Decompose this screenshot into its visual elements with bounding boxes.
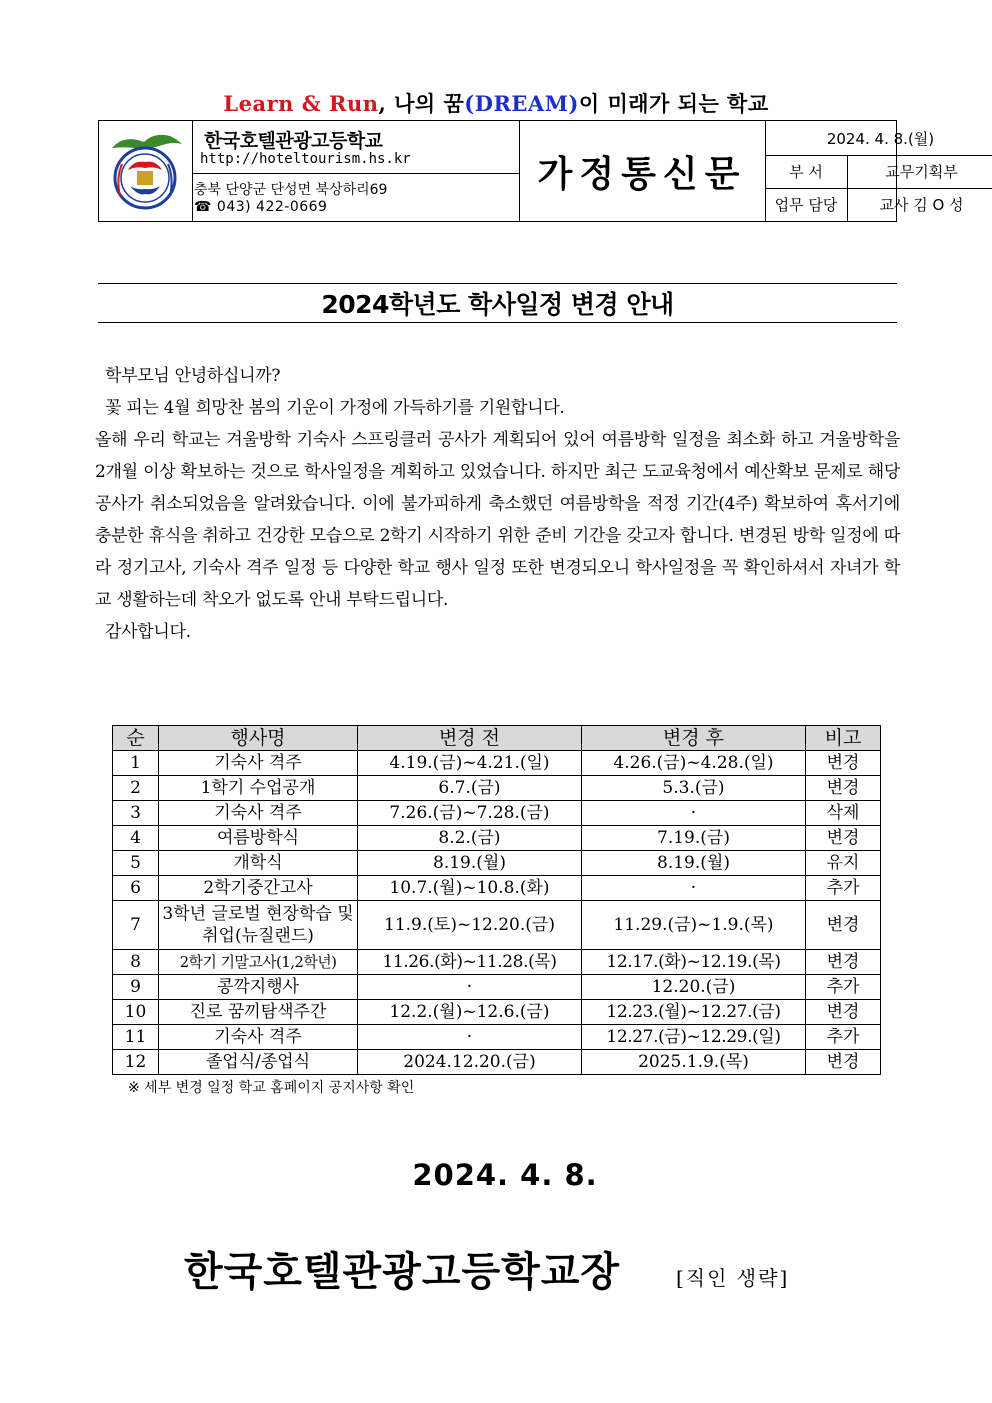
cell-note: 변경 — [806, 1000, 881, 1025]
table-header-row — [113, 726, 881, 751]
cell-before: 11.9.(토)~12.20.(금) — [358, 901, 582, 950]
cell-before: · — [358, 1025, 582, 1050]
telephone-icon: ☎ — [194, 199, 212, 215]
seal-omitted: [직인 생략] — [676, 1266, 790, 1290]
dept-value: 교무기획부 — [885, 163, 958, 181]
cell-no: 8 — [113, 950, 159, 975]
cell-event: 2학기 기말고사(1,2학년) — [159, 950, 358, 975]
table-row — [113, 876, 881, 901]
dept-label: 부 서 — [765, 155, 848, 188]
cell-before: 8.2.(금) — [358, 826, 582, 851]
table-row — [113, 975, 881, 1000]
cell-note: 추가 — [806, 876, 881, 901]
school-name-block — [192, 121, 519, 174]
cell-event: 기숙사 격주 — [159, 1025, 358, 1050]
table-row — [113, 826, 881, 851]
staff-label: 업무 담당 — [765, 188, 848, 221]
cell-after: 7.19.(금) — [582, 826, 806, 851]
staff-row — [765, 188, 992, 221]
cell-before: 6.7.(금) — [358, 776, 582, 801]
cell-note: 변경 — [806, 950, 881, 975]
school-address: 충북 단양군 단성면 북상하리69 — [194, 182, 388, 198]
cell-no: 2 — [113, 776, 159, 801]
cell-event: 졸업식/종업식 — [159, 1050, 358, 1075]
cell-no: 3 — [113, 801, 159, 826]
cell-after: 12.23.(월)~12.27.(금) — [582, 1000, 806, 1025]
col-header-event: 행사명 — [159, 726, 358, 751]
cell-after: · — [582, 876, 806, 901]
table-row — [113, 851, 881, 876]
table-row — [113, 950, 881, 975]
table-row — [113, 1050, 881, 1075]
cell-after: · — [582, 801, 806, 826]
cell-before: · — [358, 975, 582, 1000]
slogan-future: 이 미래가 되는 학교 — [578, 91, 769, 116]
cell-note: 유지 — [806, 851, 881, 876]
cell-no: 1 — [113, 751, 159, 776]
schedule-table — [112, 725, 881, 1075]
meta-cell — [765, 121, 964, 221]
col-header-no: 순 — [113, 726, 159, 751]
cell-after: 12.27.(금)~12.29.(일) — [582, 1025, 806, 1050]
table-row — [113, 801, 881, 826]
cell-event: 콩깍지행사 — [159, 975, 358, 1000]
slogan-dream: (DREAM) — [464, 91, 579, 116]
main-paragraph: 올해 우리 학교는 겨울방학 기숙사 스프링클러 공사가 계획되어 있어 여름방학 일정을 최소화 하고 겨울방학을 2개월 이상 확보하는 것으로 학사일정을 계획하고 있었습니다. 하지만 최근 도교육청에서 예산확보 문제로 해당 공사가 취소되었음을 알려왔습니다. 이에 불가피하게 축소했던 여름방학을 적정 기간(4주) 확보하여 혹서기에 충분한 휴식을 취하고 건강한 모습으로 2학기 시작하기 위한 준비 기간을 갖고자 합니다. 변경된 방학 일정에 따라 정기고사, 기숙사 격주 일정 등 다양한 학교 행사 일정 또한 변경되오니 학사일정을 꼭 확인하셔서 자녀가 학교 생활하는데 착오가 없도록 안내 부탁드립니다. — [95, 430, 900, 610]
cell-before: 11.26.(화)~11.28.(목) — [358, 950, 582, 975]
letter-date: 2024. 4. 8.(월) — [765, 121, 992, 156]
cell-after: 11.29.(금)~1.9.(목) — [582, 901, 806, 950]
cell-no: 10 — [113, 1000, 159, 1025]
letter-body — [95, 360, 900, 648]
cell-note: 변경 — [806, 1050, 881, 1075]
cell-after: 8.19.(월) — [582, 851, 806, 876]
table-row — [113, 776, 881, 801]
phone-number: 043) 422-0669 — [216, 199, 328, 215]
cell-before: 8.19.(월) — [358, 851, 582, 876]
school-emblem-icon — [104, 126, 186, 216]
cell-event: 개학식 — [159, 851, 358, 876]
cell-no: 6 — [113, 876, 159, 901]
col-header-after: 변경 후 — [582, 726, 806, 751]
col-header-before: 변경 전 — [358, 726, 582, 751]
cell-before: 7.26.(금)~7.28.(금) — [358, 801, 582, 826]
cell-no: 5 — [113, 851, 159, 876]
cell-no: 7 — [113, 901, 159, 950]
logo-cell — [99, 121, 193, 221]
school-name: 한국호텔관광고등학교 — [204, 130, 383, 152]
school-phone — [194, 199, 327, 215]
slogan-my-dream: , 나의 꿈 — [378, 91, 465, 116]
cell-before: 10.7.(월)~10.8.(화) — [358, 876, 582, 901]
sign-date: 2024. 4. 8. — [412, 1158, 598, 1192]
notice-title: 2024학년도 학사일정 변경 안내 — [98, 283, 897, 323]
cell-note: 추가 — [806, 975, 881, 1000]
slogan — [0, 88, 992, 118]
letter-header — [98, 120, 964, 222]
cell-event: 1학기 수업공개 — [159, 776, 358, 801]
doc-title: 가정통신문 — [537, 152, 747, 195]
greeting: 학부모님 안녕하십니까? — [105, 366, 281, 386]
cell-note: 변경 — [806, 776, 881, 801]
table-row — [113, 901, 881, 950]
cell-note: 변경 — [806, 826, 881, 851]
closing: 감사합니다. — [105, 622, 191, 642]
cell-after: 2025.1.9.(목) — [582, 1050, 806, 1075]
cell-event: 2학기중간고사 — [159, 876, 358, 901]
cell-no: 4 — [113, 826, 159, 851]
cell-note: 변경 — [806, 901, 881, 950]
staff-value: 교사 김 O 성 — [879, 196, 964, 214]
seasonal-greeting: 꽃 피는 4월 희망찬 봄의 기운이 가정에 가득하기를 기원합니다. — [105, 398, 565, 418]
col-header-note: 비고 — [806, 726, 881, 751]
school-url-link[interactable]: http://hoteltourism.hs.kr — [200, 151, 411, 167]
doc-title-cell — [519, 121, 766, 221]
dept-row — [765, 155, 992, 189]
cell-after: 12.17.(화)~12.19.(목) — [582, 950, 806, 975]
school-info-cell — [192, 121, 520, 221]
cell-note: 변경 — [806, 751, 881, 776]
cell-event: 여름방학식 — [159, 826, 358, 851]
cell-note: 추가 — [806, 1025, 881, 1050]
cell-event: 3학년 글로벌 현장학습 및 취업(뉴질랜드) — [159, 901, 358, 950]
signer-name: 한국호텔관광고등학교장 — [184, 1249, 621, 1295]
cell-after: 5.3.(금) — [582, 776, 806, 801]
cell-no: 12 — [113, 1050, 159, 1075]
cell-no: 11 — [113, 1025, 159, 1050]
table-row — [113, 751, 881, 776]
cell-before: 12.2.(월)~12.6.(금) — [358, 1000, 582, 1025]
cell-event: 기숙사 격주 — [159, 751, 358, 776]
cell-event: 기숙사 격주 — [159, 801, 358, 826]
cell-note: 삭제 — [806, 801, 881, 826]
cell-no: 9 — [113, 975, 159, 1000]
table-row — [113, 1025, 881, 1050]
cell-after: 12.20.(금) — [582, 975, 806, 1000]
table-row — [113, 1000, 881, 1025]
cell-event: 진로 꿈끼탐색주간 — [159, 1000, 358, 1025]
cell-before: 2024.12.20.(금) — [358, 1050, 582, 1075]
cell-before: 4.19.(금)~4.21.(일) — [358, 751, 582, 776]
cell-after: 4.26.(금)~4.28.(일) — [582, 751, 806, 776]
slogan-learn-run: Learn & Run — [223, 91, 379, 116]
footnote: ※ 세부 변경 일정 학교 홈페이지 공지사항 확인 — [128, 1080, 415, 1096]
